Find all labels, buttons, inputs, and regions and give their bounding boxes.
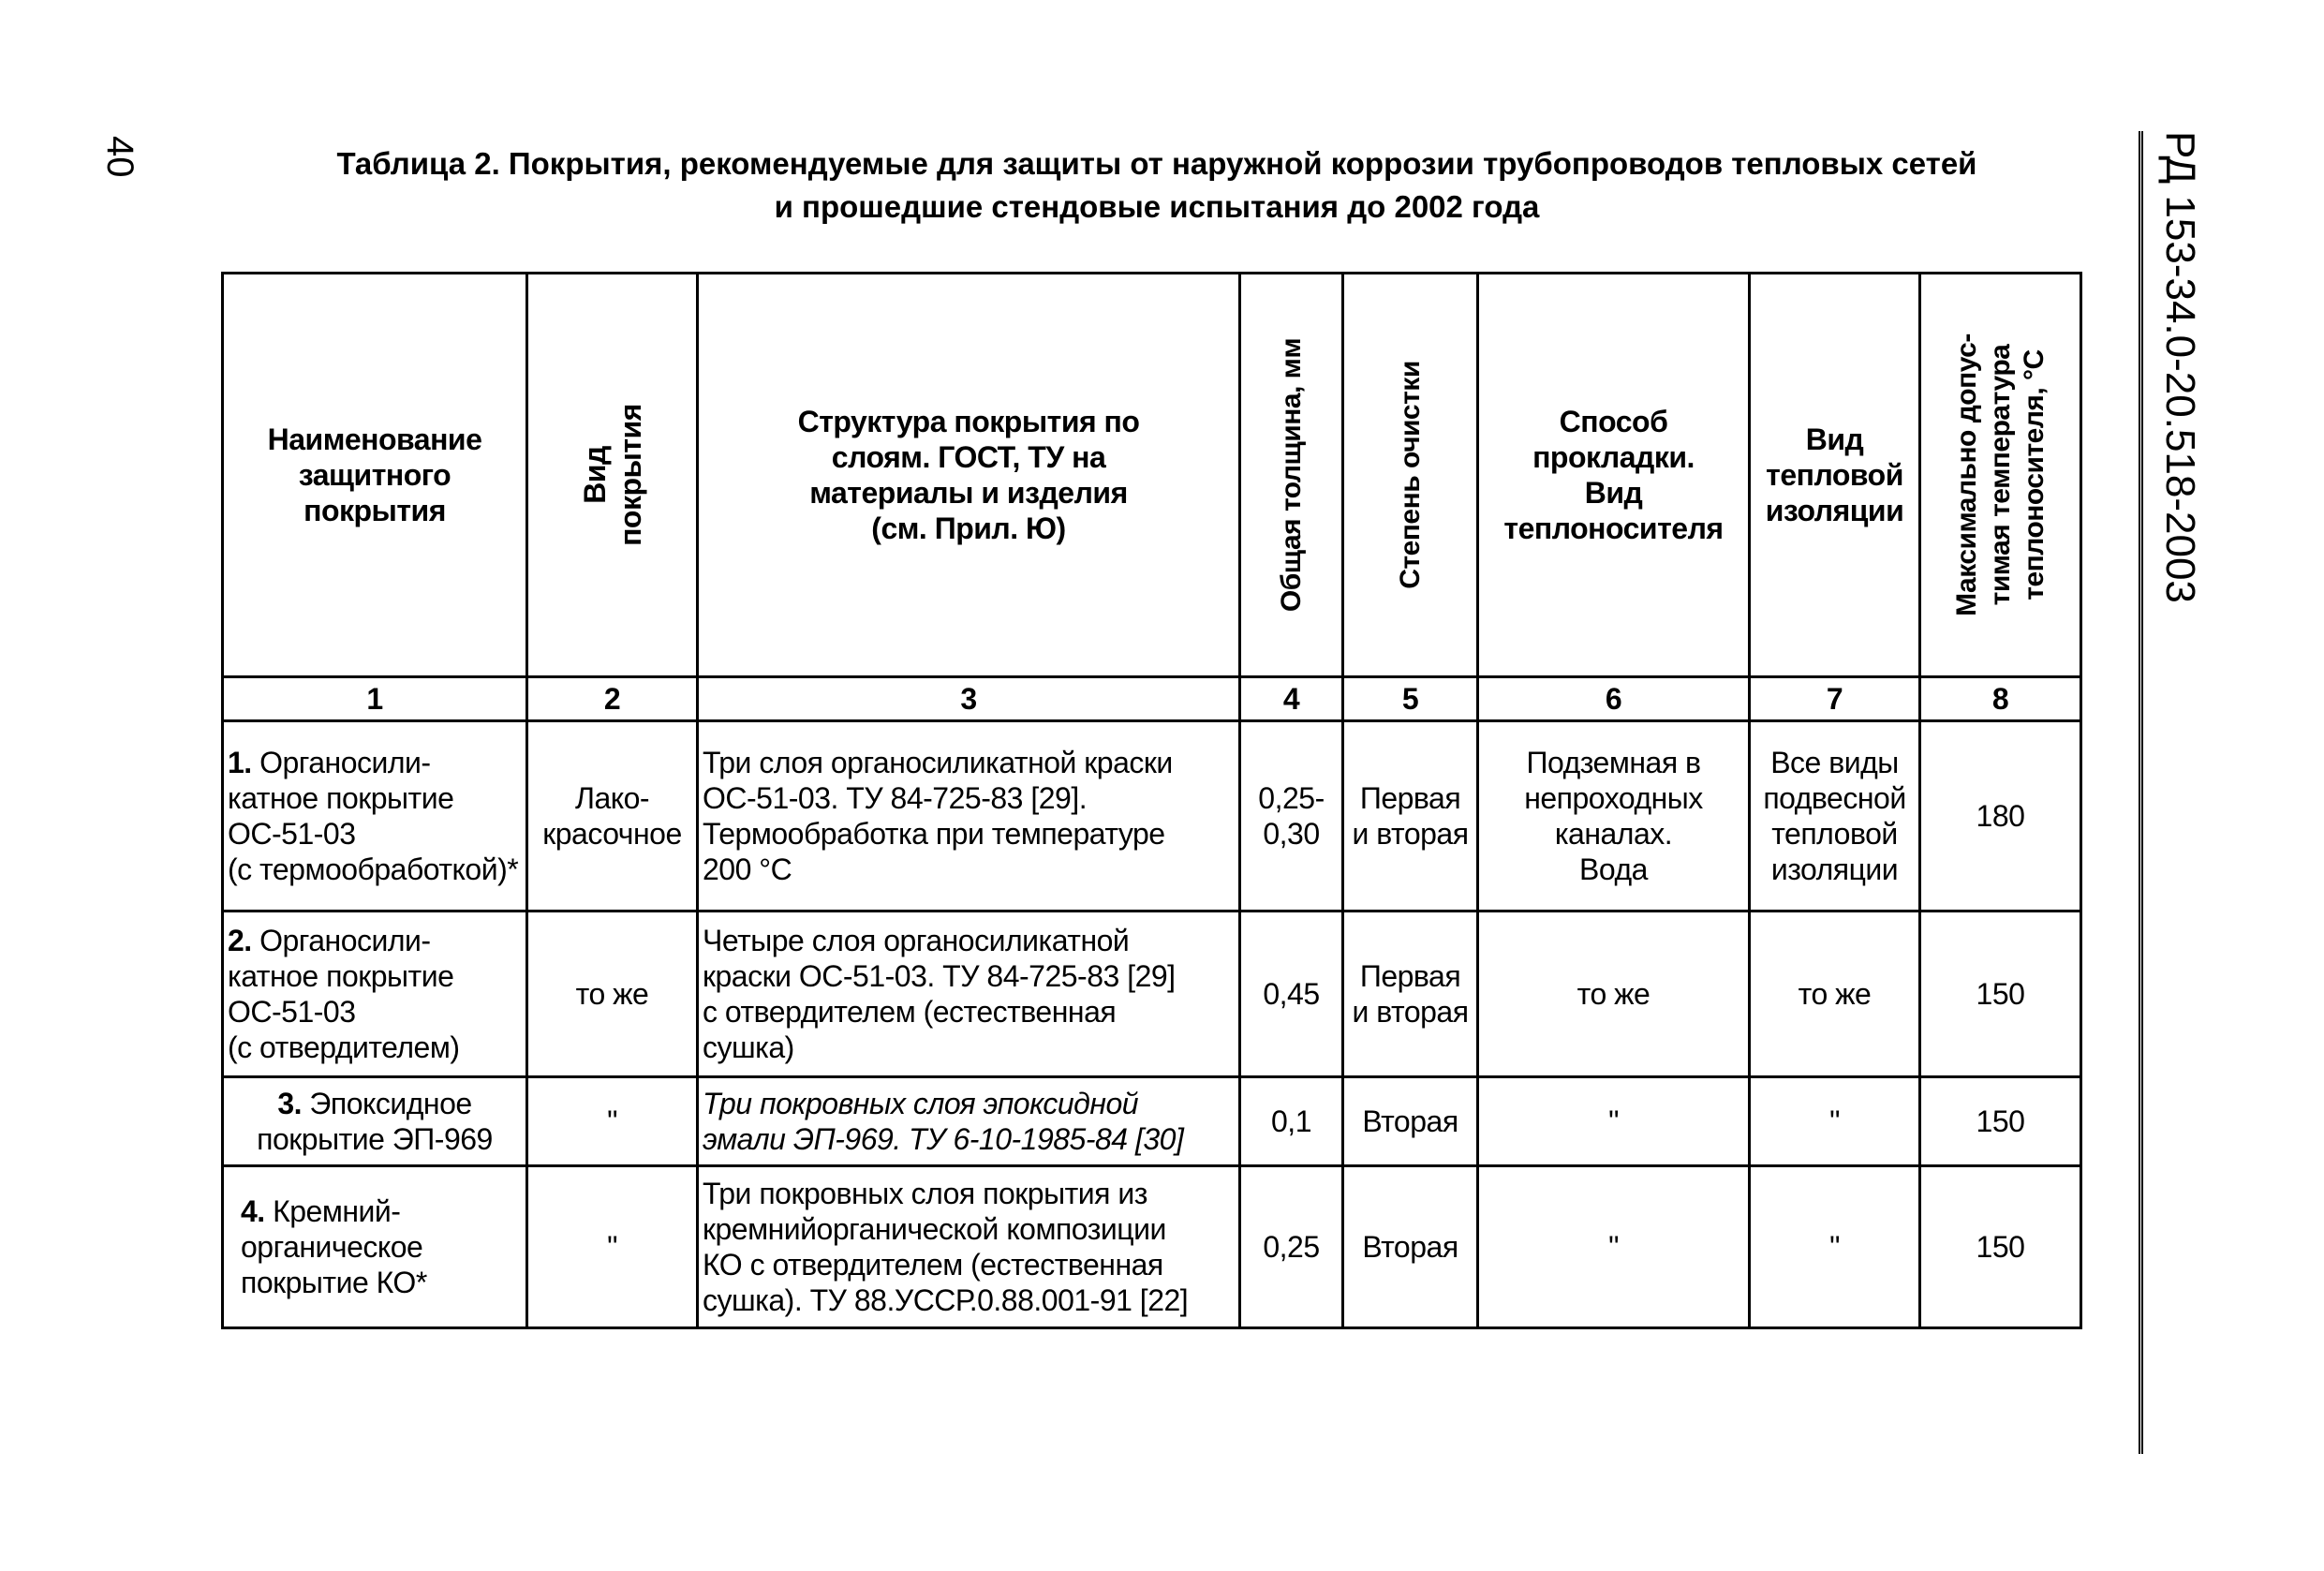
page-number: 40 bbox=[99, 136, 141, 178]
coating-type-cell: " bbox=[527, 1077, 698, 1166]
max-temp-cell: 150 bbox=[1920, 1166, 2081, 1328]
header-max-temperature: Максимально допус- тимая температура теплоносителя, °С bbox=[1920, 274, 2081, 677]
header-name: Наименование защитного покрытия bbox=[223, 274, 527, 677]
coatings-table bbox=[221, 272, 2082, 1329]
header-coating-type: Вид покрытия bbox=[527, 274, 698, 677]
insulation-cell: " bbox=[1750, 1077, 1920, 1166]
max-temp-cell: 150 bbox=[1920, 1077, 2081, 1166]
caption-line-1: Таблица 2. Покрытия, рекомендуемые для защиты от наружной коррозии трубопроводов тепловых сетей bbox=[336, 146, 1977, 181]
cleaning-cell: Вторая bbox=[1343, 1166, 1478, 1328]
structure-cell: Три слоя органосиликатной краски ОС-51-03. ТУ 84-725-83 [29]. Термообработка при температуре 200 °С bbox=[698, 721, 1240, 911]
max-temp-cell: 150 bbox=[1920, 911, 2081, 1077]
column-number: 3 bbox=[698, 677, 1240, 721]
coating-name-cell: 4. Кремний- органическое покрытие КО* bbox=[223, 1166, 527, 1328]
table-caption bbox=[225, 142, 2089, 229]
table-row bbox=[223, 911, 2081, 1077]
laying-cell: " bbox=[1478, 1166, 1750, 1328]
cleaning-cell: Первая и вторая bbox=[1343, 721, 1478, 911]
cleaning-cell: Первая и вторая bbox=[1343, 911, 1478, 1077]
coating-type-cell: то же bbox=[527, 911, 698, 1077]
structure-cell: Три покровных слоя покрытия из кремнийорганической композиции КО с отвердителем (естественная сушка). ТУ 88.УССР.0.88.001-91 [22] bbox=[698, 1166, 1240, 1328]
coating-name-cell: 3. Эпоксидное покрытие ЭП-969 bbox=[223, 1077, 527, 1166]
header-structure: Структура покрытия по слоям. ГОСТ, ТУ на материалы и изделия (см. Прил. Ю) bbox=[698, 274, 1240, 677]
header-cleaning: Степень очистки bbox=[1343, 274, 1478, 677]
column-number: 4 bbox=[1240, 677, 1343, 721]
column-number: 5 bbox=[1343, 677, 1478, 721]
insulation-cell: то же bbox=[1750, 911, 1920, 1077]
column-number: 1 bbox=[223, 677, 527, 721]
thickness-cell: 0,1 bbox=[1240, 1077, 1343, 1166]
margin-rule bbox=[2139, 131, 2143, 1454]
cleaning-cell: Вторая bbox=[1343, 1077, 1478, 1166]
coating-type-cell: " bbox=[527, 1166, 698, 1328]
coating-type-cell: Лако- красочное bbox=[527, 721, 698, 911]
table-row bbox=[223, 721, 2081, 911]
document-code: РД 153-34.0-20.518-2003 bbox=[2157, 131, 2203, 603]
column-number: 8 bbox=[1920, 677, 2081, 721]
column-number-row bbox=[223, 677, 2081, 721]
coating-name-cell: 2. Органосили- катное покрытие ОС-51-03 (с отвердителем) bbox=[223, 911, 527, 1077]
thickness-cell: 0,45 bbox=[1240, 911, 1343, 1077]
structure-cell: Три покровных слоя эпоксидной эмали ЭП-969. ТУ 6-10-1985-84 [30] bbox=[698, 1077, 1240, 1166]
table-row bbox=[223, 1166, 2081, 1328]
laying-cell: " bbox=[1478, 1077, 1750, 1166]
column-number: 6 bbox=[1478, 677, 1750, 721]
coating-name-cell: 1. Органосили- катное покрытие ОС-51-03 (с термообработкой)* bbox=[223, 721, 527, 911]
column-number: 7 bbox=[1750, 677, 1920, 721]
header-laying: Способ прокладки. Вид теплоносителя bbox=[1478, 274, 1750, 677]
max-temp-cell: 180 bbox=[1920, 721, 2081, 911]
table-row bbox=[223, 1077, 2081, 1166]
thickness-cell: 0,25 bbox=[1240, 1166, 1343, 1328]
header-insulation: Вид тепловой изоляции bbox=[1750, 274, 1920, 677]
thickness-cell: 0,25- 0,30 bbox=[1240, 721, 1343, 911]
header-row bbox=[223, 274, 2081, 677]
column-number: 2 bbox=[527, 677, 698, 721]
insulation-cell: Все виды подвесной тепловой изоляции bbox=[1750, 721, 1920, 911]
insulation-cell: " bbox=[1750, 1166, 1920, 1328]
laying-cell: то же bbox=[1478, 911, 1750, 1077]
caption-line-2: и прошедшие стендовые испытания до 2002 года bbox=[774, 189, 1540, 224]
laying-cell: Подземная в непроходных каналах. Вода bbox=[1478, 721, 1750, 911]
header-thickness: Общая толщина, мм bbox=[1240, 274, 1343, 677]
structure-cell: Четыре слоя органосиликатной краски ОС-51-03. ТУ 84-725-83 [29] с отвердителем (естественная сушка) bbox=[698, 911, 1240, 1077]
